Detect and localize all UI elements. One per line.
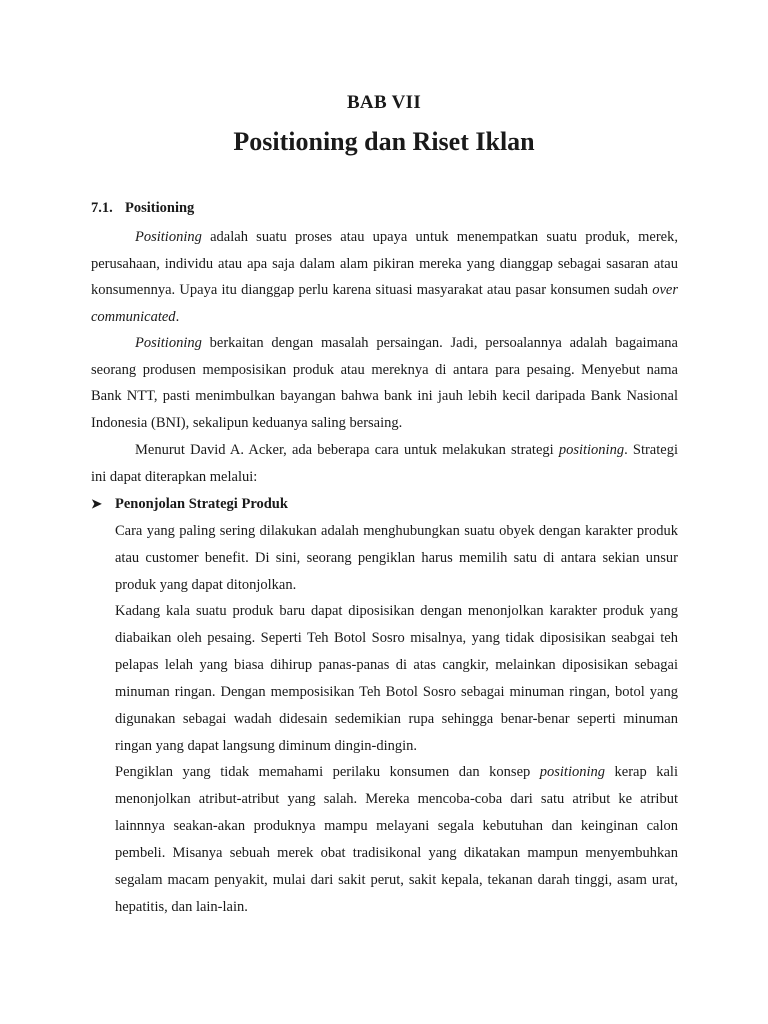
sub-paragraph-3: [115, 759, 678, 920]
emphasis-term: Positioning: [135, 229, 202, 245]
arrow-bullet-icon: ➤: [91, 496, 102, 511]
sub-paragraph-2: Kadang kala suatu produk baru dapat diposisikan dengan menonjolkan karakter produk yang diabaikan oleh pesaing. Seperti Teh Botol Sosro misalnya, yang tidak diposisikan seabgai teh pelapas lelah yang biasa dihirup panas-panas di atas cangkir, melainkan diposisikan sebagai minuman ringan. Dengan memposisikan Teh Botol Sosro sebagai minuman ringan, botol yang digunakan sebagai wadah didesain sedemikian rupa sehingga benar-benar seperti minuman ringan yang dapat langsung diminum dingin-dingin.: [115, 603, 678, 754]
chapter-title: Positioning dan Riset Iklan: [233, 127, 535, 156]
emphasis-term: Positioning: [135, 335, 202, 351]
section-heading: [91, 200, 194, 217]
emphasis-term: positioning: [558, 442, 625, 458]
emphasis-term: positioning: [539, 764, 606, 780]
bullet-heading: [91, 493, 288, 515]
paragraph-text: berkaitan dengan masalah persaingan. Jadi, persoalannya adalah bagaimana seorang produsen memposisikan produk atau mereknya di antara para pesaing. Menyebut nama Bank NTT, pasti menimbulkan bayangan bahwa bank ini jauh lebih kecil daripada Bank Nasional Indonesia (BNI), sekalipun keduanya saling bersaing.: [91, 335, 678, 432]
section-title: Positioning: [125, 200, 195, 216]
paragraph-text: .: [175, 309, 180, 326]
emphasis-term: over communicated: [91, 282, 678, 326]
paragraph-text: adalah suatu proses atau upaya untuk menempatkan suatu produk, merek, perusahaan, individu atau apa saja dalam alam pikiran mereka yang dianggap sebagai sasaran atau konsumennya. Upaya itu dianggap perlu karena situasi masyarakat atau pasar konsumen sudah: [91, 229, 678, 299]
paragraph-acker-strategy: [91, 437, 678, 490]
bullet-title: Penonjolan Strategi Produk: [115, 496, 288, 512]
paragraph-positioning-competition: [91, 330, 678, 437]
paragraph-text: Pengiklan yang tidak memahami perilaku konsumen dan konsep: [115, 764, 540, 780]
section-number: 7.1.: [91, 200, 113, 216]
sub-paragraph-1: Cara yang paling sering dilakukan adalah menghubungkan suatu obyek dengan karakter produk atau customer benefit. Di sini, seorang pengiklan harus memilih satu di antara sekian unsur produk yang dapat ditonjolkan.: [115, 523, 678, 593]
paragraph-text: Menurut David A. Acker, ada beberapa cara untuk melakukan strategi: [135, 442, 559, 458]
paragraph-text: kerap kali menonjolkan atribut-atribut yang salah. Mereka mencoba-coba dari satu atribut ke atribut lainnnya seakan-akan produknya mampu melayani segala kebutuhan dan keinginan calon pembeli. Misanya sebuah merek obat tradisikonal yang dikatakan mampun menyembuhkan segalam macam penyakit, mulai dari sakit perut, sakit kepala, tekanan darah tinggi, asam urat, hepatitis, dan lain-lain.: [115, 764, 678, 915]
chapter-label: BAB VII: [346, 92, 422, 113]
paragraph-positioning-definition: [91, 224, 678, 331]
paragraph-text: . Strategi ini dapat diterapkan melalui:: [91, 442, 678, 485]
